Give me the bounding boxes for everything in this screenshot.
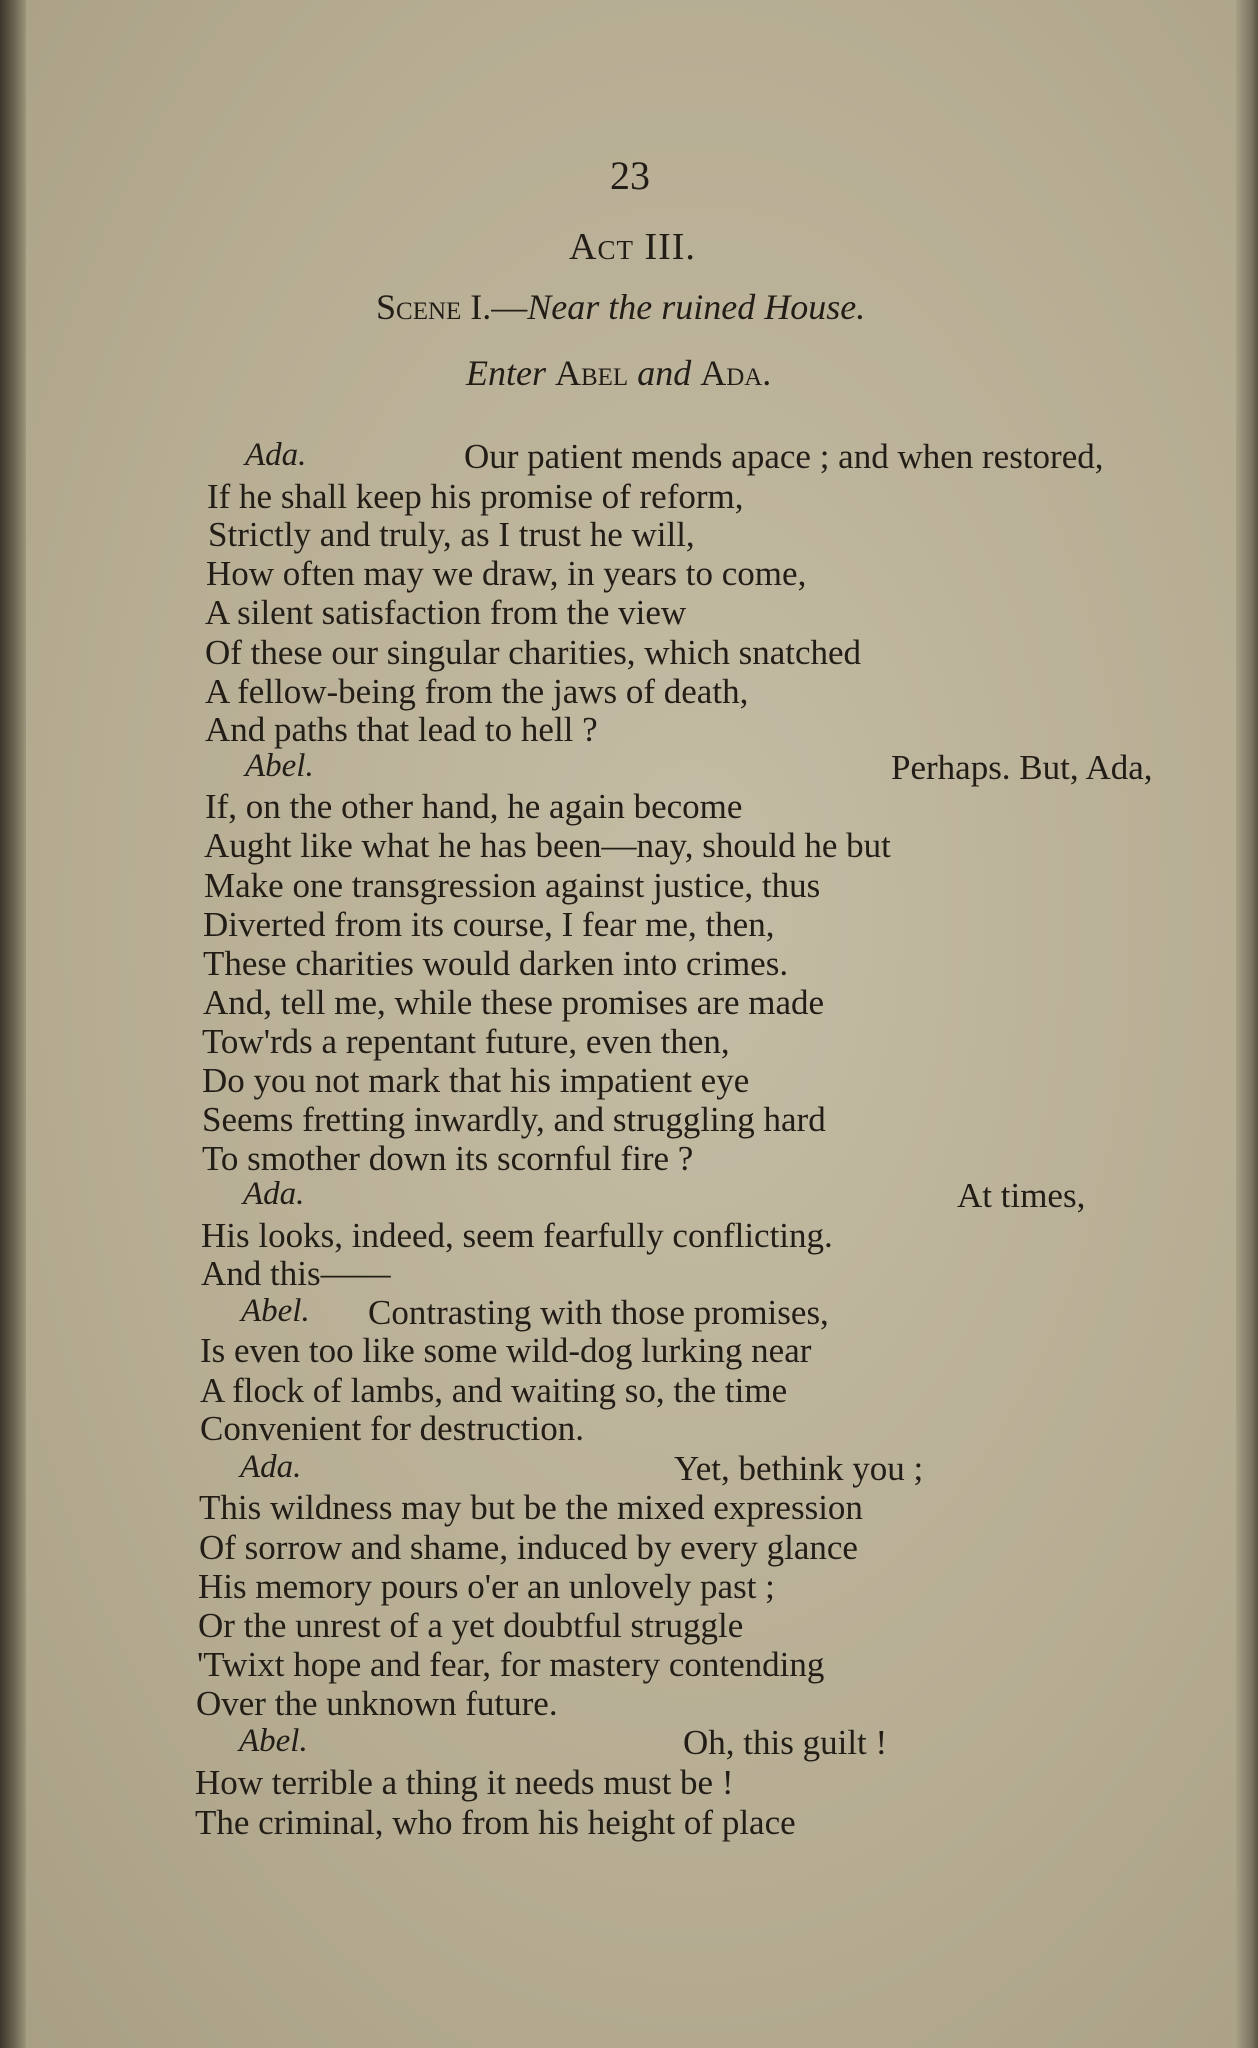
verse-line: This wildness may but be the mixed expression — [199, 1488, 863, 1527]
verse-line: A fellow-being from the jaws of death, — [205, 672, 749, 711]
book-binding-shadow — [0, 0, 26, 2048]
verse-line: Perhaps. But, Ada, — [891, 748, 1153, 787]
stage-direction-enter: Enter — [466, 353, 546, 393]
speaker-name: Abel. — [239, 1723, 308, 1759]
verse-line: If, on the other hand, he again become — [205, 787, 743, 826]
page-edge-shadow — [1236, 0, 1258, 2048]
verse-line: Our patient mends apace ; and when restored, — [464, 437, 1104, 476]
stage-direction — [466, 352, 771, 394]
stage-direction-and: and — [637, 353, 692, 393]
verse-line: Seems fretting inwardly, and struggling hard — [202, 1100, 826, 1139]
verse-line: And this—— — [201, 1254, 391, 1293]
verse-line: Tow'rds a repentant future, even then, — [202, 1022, 730, 1061]
verse-line: His memory pours o'er an unlovely past ; — [198, 1567, 775, 1606]
verse-line: These charities would darken into crimes. — [203, 944, 789, 983]
verse-line: 'Twixt hope and fear, for mastery contending — [197, 1645, 825, 1684]
verse-line: His looks, indeed, seem fearfully conflicting. — [201, 1216, 833, 1255]
verse-line: Over the unknown future. — [196, 1684, 558, 1723]
verse-line: Is even too like some wild-dog lurking near — [200, 1331, 812, 1370]
page-number: 23 — [610, 153, 650, 198]
verse-line: Strictly and truly, as I trust he will, — [208, 515, 695, 554]
speaker-name: Ada. — [243, 1176, 305, 1212]
verse-line: How terrible a thing it needs must be ! — [195, 1763, 734, 1802]
act-heading-text: Act III. — [569, 226, 696, 268]
verse-line: The criminal, who from his height of place — [195, 1803, 796, 1842]
speaker-name: Abel. — [241, 1293, 310, 1329]
stage-direction-name-abel: Abel — [554, 353, 629, 393]
speaker-name: Abel. — [245, 748, 314, 784]
scene-label: Scene I.— — [376, 287, 528, 327]
verse-line: How often may we draw, in years to come, — [206, 554, 807, 593]
stage-direction-name-ada: Ada. — [700, 353, 772, 393]
verse-line: Convenient for destruction. — [200, 1409, 584, 1448]
verse-line: And paths that lead to hell ? — [205, 710, 598, 749]
verse-line: A silent satisfaction from the view — [205, 593, 687, 632]
verse-line: Do you not mark that his impatient eye — [202, 1061, 750, 1100]
speaker-name: Ada. — [245, 437, 307, 473]
scene-place: Near the ruined House. — [527, 287, 866, 327]
verse-line: To smother down its scornful fire ? — [202, 1139, 694, 1178]
verse-line: If he shall keep his promise of reform, — [207, 477, 744, 516]
verse-line: Diverted from its course, I fear me, then, — [203, 905, 775, 944]
verse-line: Yet, bethink you ; — [674, 1449, 924, 1488]
verse-line: Aught like what he has been—nay, should he but — [204, 826, 891, 865]
verse-line: At times, — [957, 1176, 1086, 1215]
act-heading — [569, 225, 696, 269]
verse-line: Of these our singular charities, which snatched — [205, 633, 862, 672]
verse-line: Contrasting with those promises, — [368, 1293, 829, 1332]
verse-line: Make one transgression against justice, thus — [204, 866, 821, 905]
verse-line: A flock of lambs, and waiting so, the time — [200, 1371, 788, 1410]
scene-heading — [376, 286, 865, 328]
speaker-name: Ada. — [240, 1449, 302, 1485]
verse-line: Or the unrest of a yet doubtful struggle — [198, 1606, 744, 1645]
verse-line: And, tell me, while these promises are made — [203, 983, 825, 1022]
verse-line: Of sorrow and shame, induced by every glance — [199, 1528, 858, 1567]
verse-line: Oh, this guilt ! — [683, 1723, 888, 1762]
